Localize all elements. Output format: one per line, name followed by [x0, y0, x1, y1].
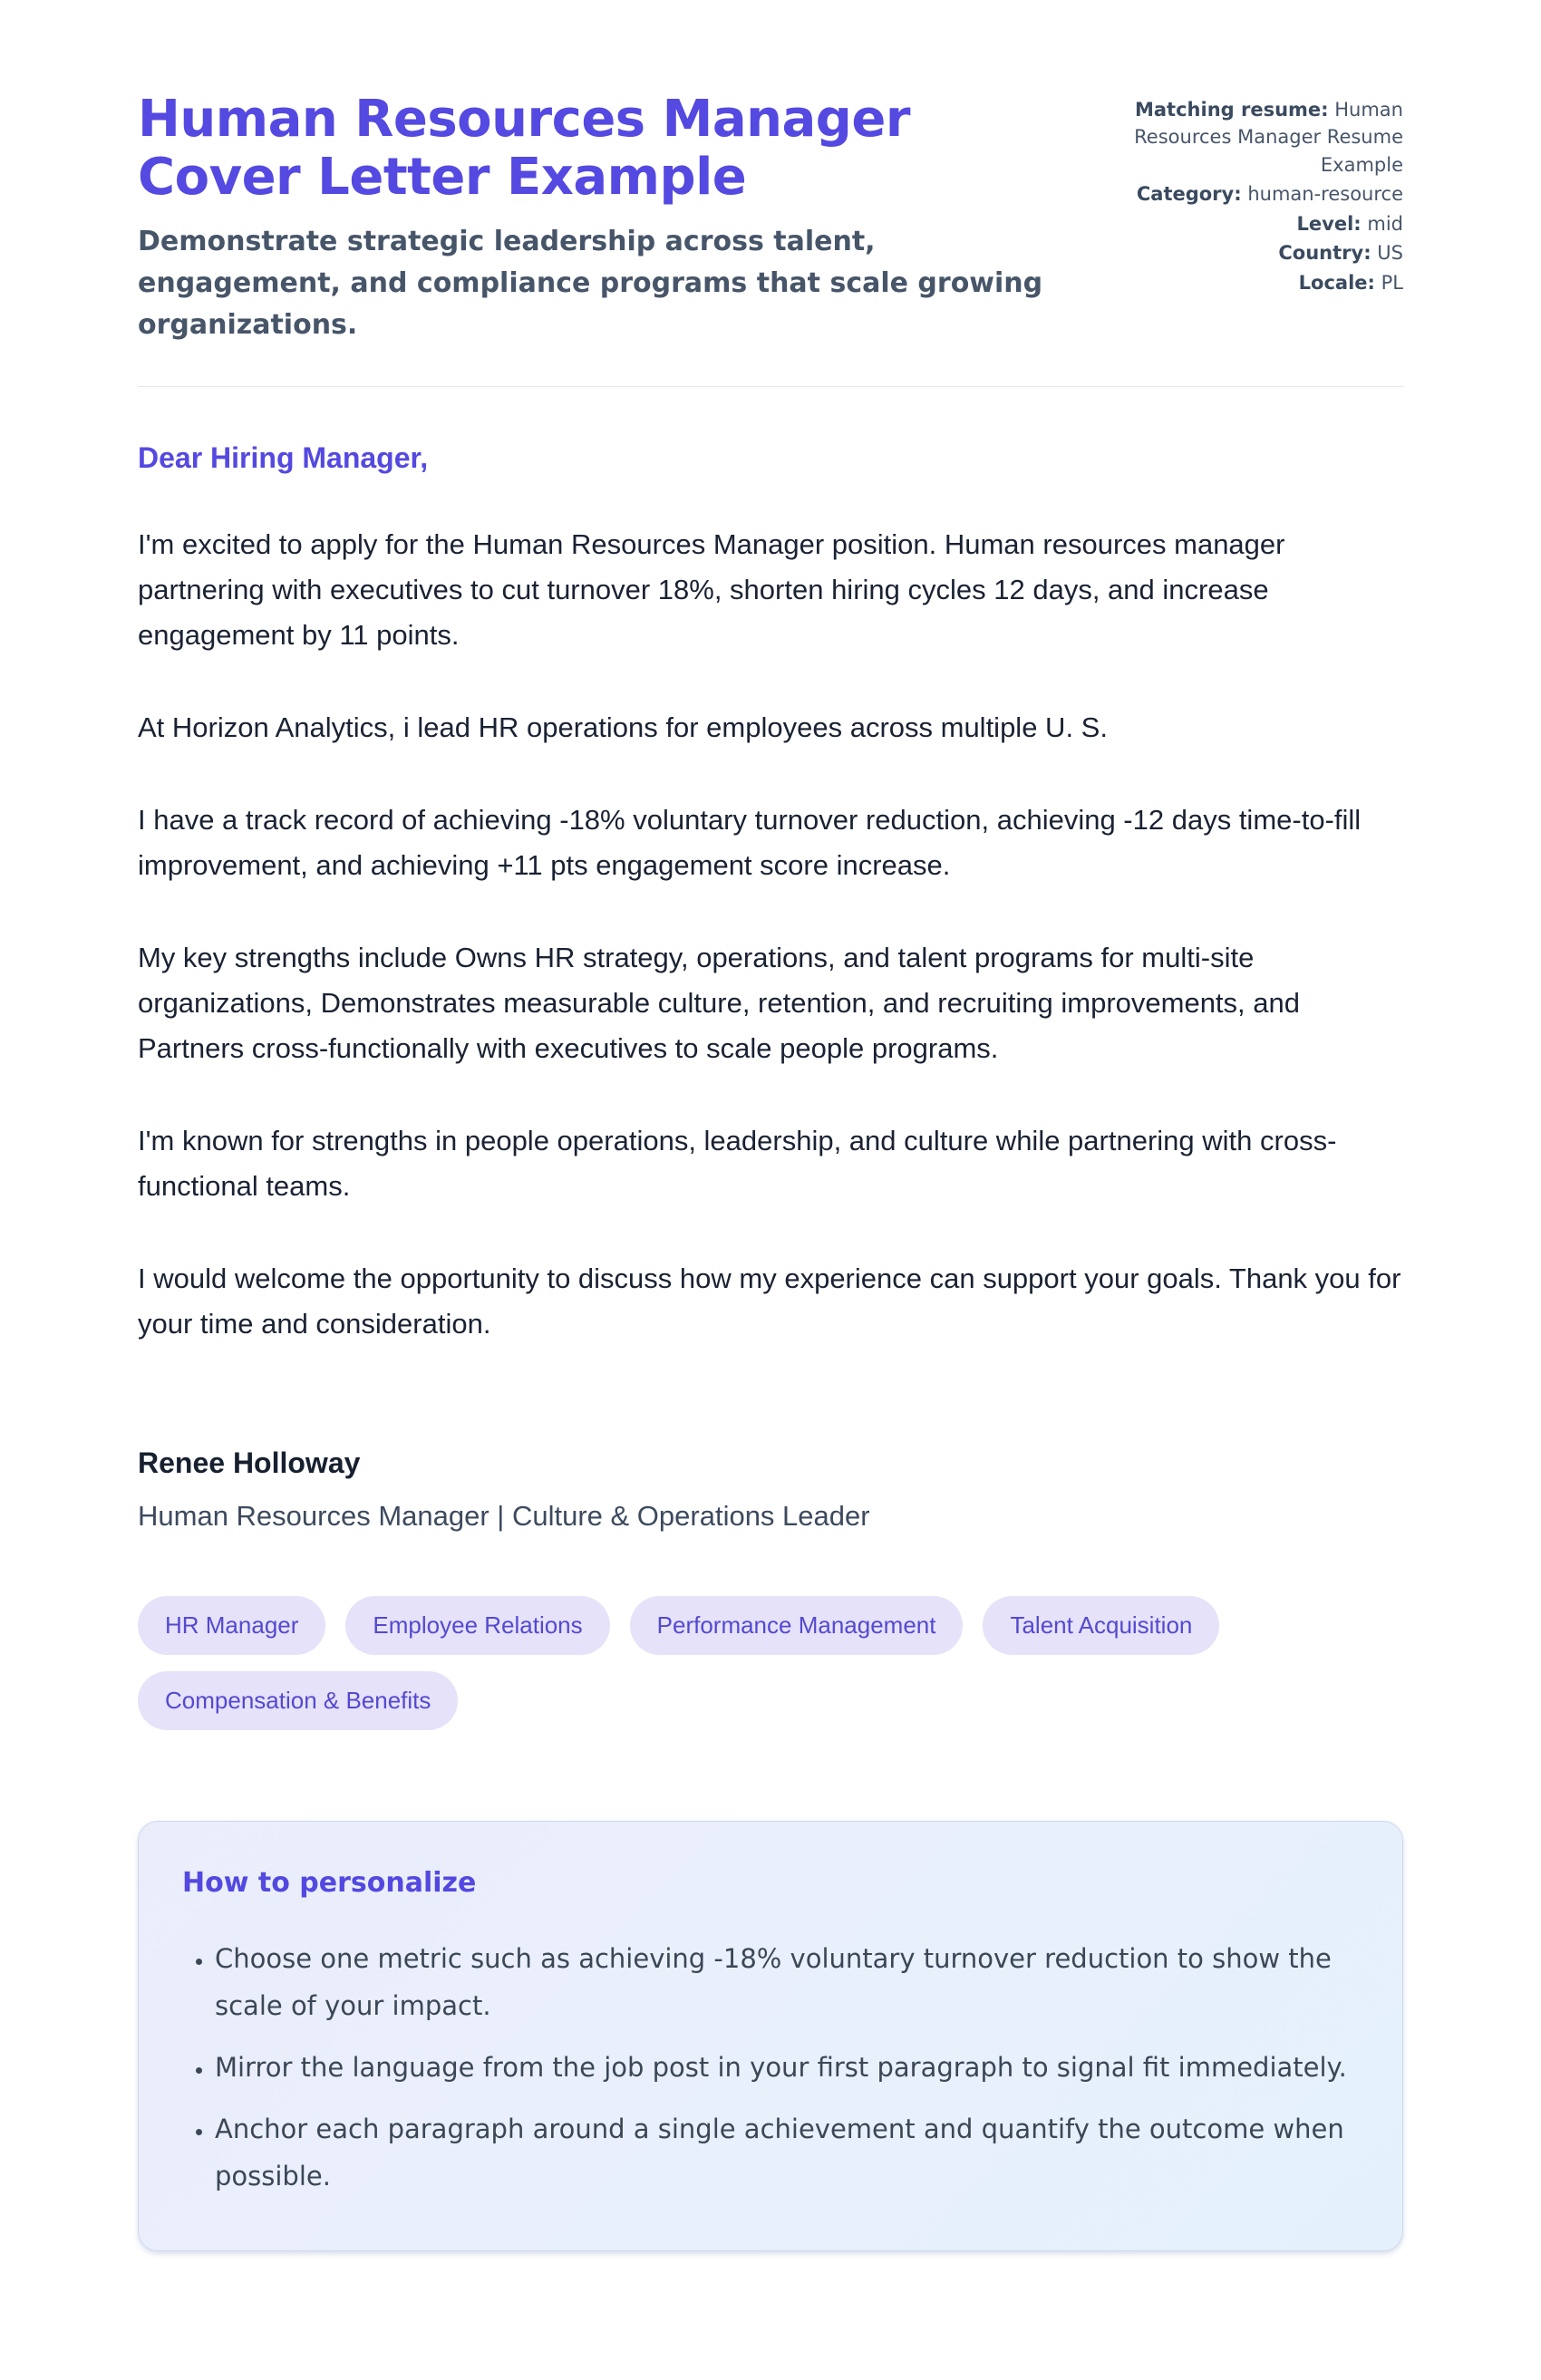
- page-header: [138, 91, 1403, 346]
- meta-label: Category:: [1136, 183, 1242, 206]
- cover-letter-body: [138, 441, 1403, 1533]
- skill-tag-employee-relations: Employee Relations: [345, 1596, 609, 1655]
- meta-value: human-resource: [1247, 183, 1403, 206]
- page-title: Human Resources Manager Cover Letter Example: [138, 90, 910, 207]
- skill-tag-talent-acquisition: Talent Acquisition: [983, 1596, 1219, 1655]
- letter-salutation: Dear Hiring Manager,: [138, 440, 429, 474]
- letter-paragraph: I'm known for strengths in people operations, leadership, and culture while partnering with cross-functional teams.: [138, 1124, 1337, 1202]
- meta-value: mid: [1367, 212, 1403, 235]
- letter-paragraph: At Horizon Analytics, i lead HR operations for employees across multiple U. S.: [138, 711, 1108, 743]
- skill-tag-compensation-benefits: Compensation & Benefits: [138, 1671, 458, 1730]
- skill-tag-performance-management: Performance Management: [630, 1596, 964, 1655]
- meta-locale: [1131, 269, 1403, 296]
- letter-paragraph: My key strengths include Owns HR strategy, operations, and talent programs for multi-site organizations, Demonstrates measurable culture, retention, and recruiting improvements, and Partners cross-functionally with executives to scale people programs.: [138, 941, 1300, 1064]
- signature-name: Renee Holloway: [138, 1446, 361, 1479]
- personalize-tip: • Mirror the language from the job post in your first paragraph to signal fit immediately.: [215, 2044, 1359, 2091]
- meta-category: [1131, 180, 1403, 208]
- meta-country: [1131, 239, 1403, 266]
- skill-tag-list: [138, 1596, 1403, 1730]
- header-divider: [138, 386, 1403, 387]
- personalize-heading: How to personalize: [182, 1867, 477, 1900]
- meta-label: Level:: [1296, 212, 1362, 235]
- signature-title: Human Resources Manager | Culture & Operations Leader: [138, 1499, 870, 1532]
- meta-panel: [1131, 96, 1403, 298]
- meta-level: [1131, 210, 1403, 237]
- header-title-block: [138, 91, 1044, 346]
- personalize-tip-list: [182, 1935, 1359, 2200]
- personalize-box: [138, 1821, 1403, 2251]
- personalize-tip: • Choose one metric such as achieving -18% voluntary turnover reduction to show the scale of your impact.: [215, 1935, 1359, 2029]
- letter-paragraph: I have a track record of achieving -18% voluntary turnover reduction, achieving -12 days time-to-fill improvement, and achieving +11 pts engagement score increase.: [138, 803, 1362, 881]
- meta-label: Country:: [1278, 242, 1371, 265]
- meta-value: US: [1377, 242, 1403, 265]
- meta-label: Locale:: [1298, 271, 1375, 294]
- meta-value: PL: [1381, 271, 1403, 294]
- meta-matching-resume: [1131, 96, 1403, 179]
- personalize-tip: • Anchor each paragraph around a single achievement and quantify the outcome when possible.: [215, 2105, 1359, 2200]
- letter-paragraph: I'm excited to apply for the Human Resources Manager position. Human resources manager partnering with executives to cut turnover 18%, shorten hiring cycles 12 days, and increase engagement by 11 points.: [138, 527, 1285, 651]
- meta-label: Matching resume:: [1134, 99, 1329, 121]
- skill-tag-hr-manager: HR Manager: [138, 1596, 325, 1655]
- meta-value: Human Resources Manager Resume Example: [1134, 99, 1403, 176]
- page-subtitle: Demonstrate strategic leadership across talent, engagement, and compliance programs that scale growing organizations.: [138, 225, 1043, 341]
- letter-paragraph: I would welcome the opportunity to discuss how my experience can support your goals. Thank you for your time and consideration.: [138, 1262, 1401, 1340]
